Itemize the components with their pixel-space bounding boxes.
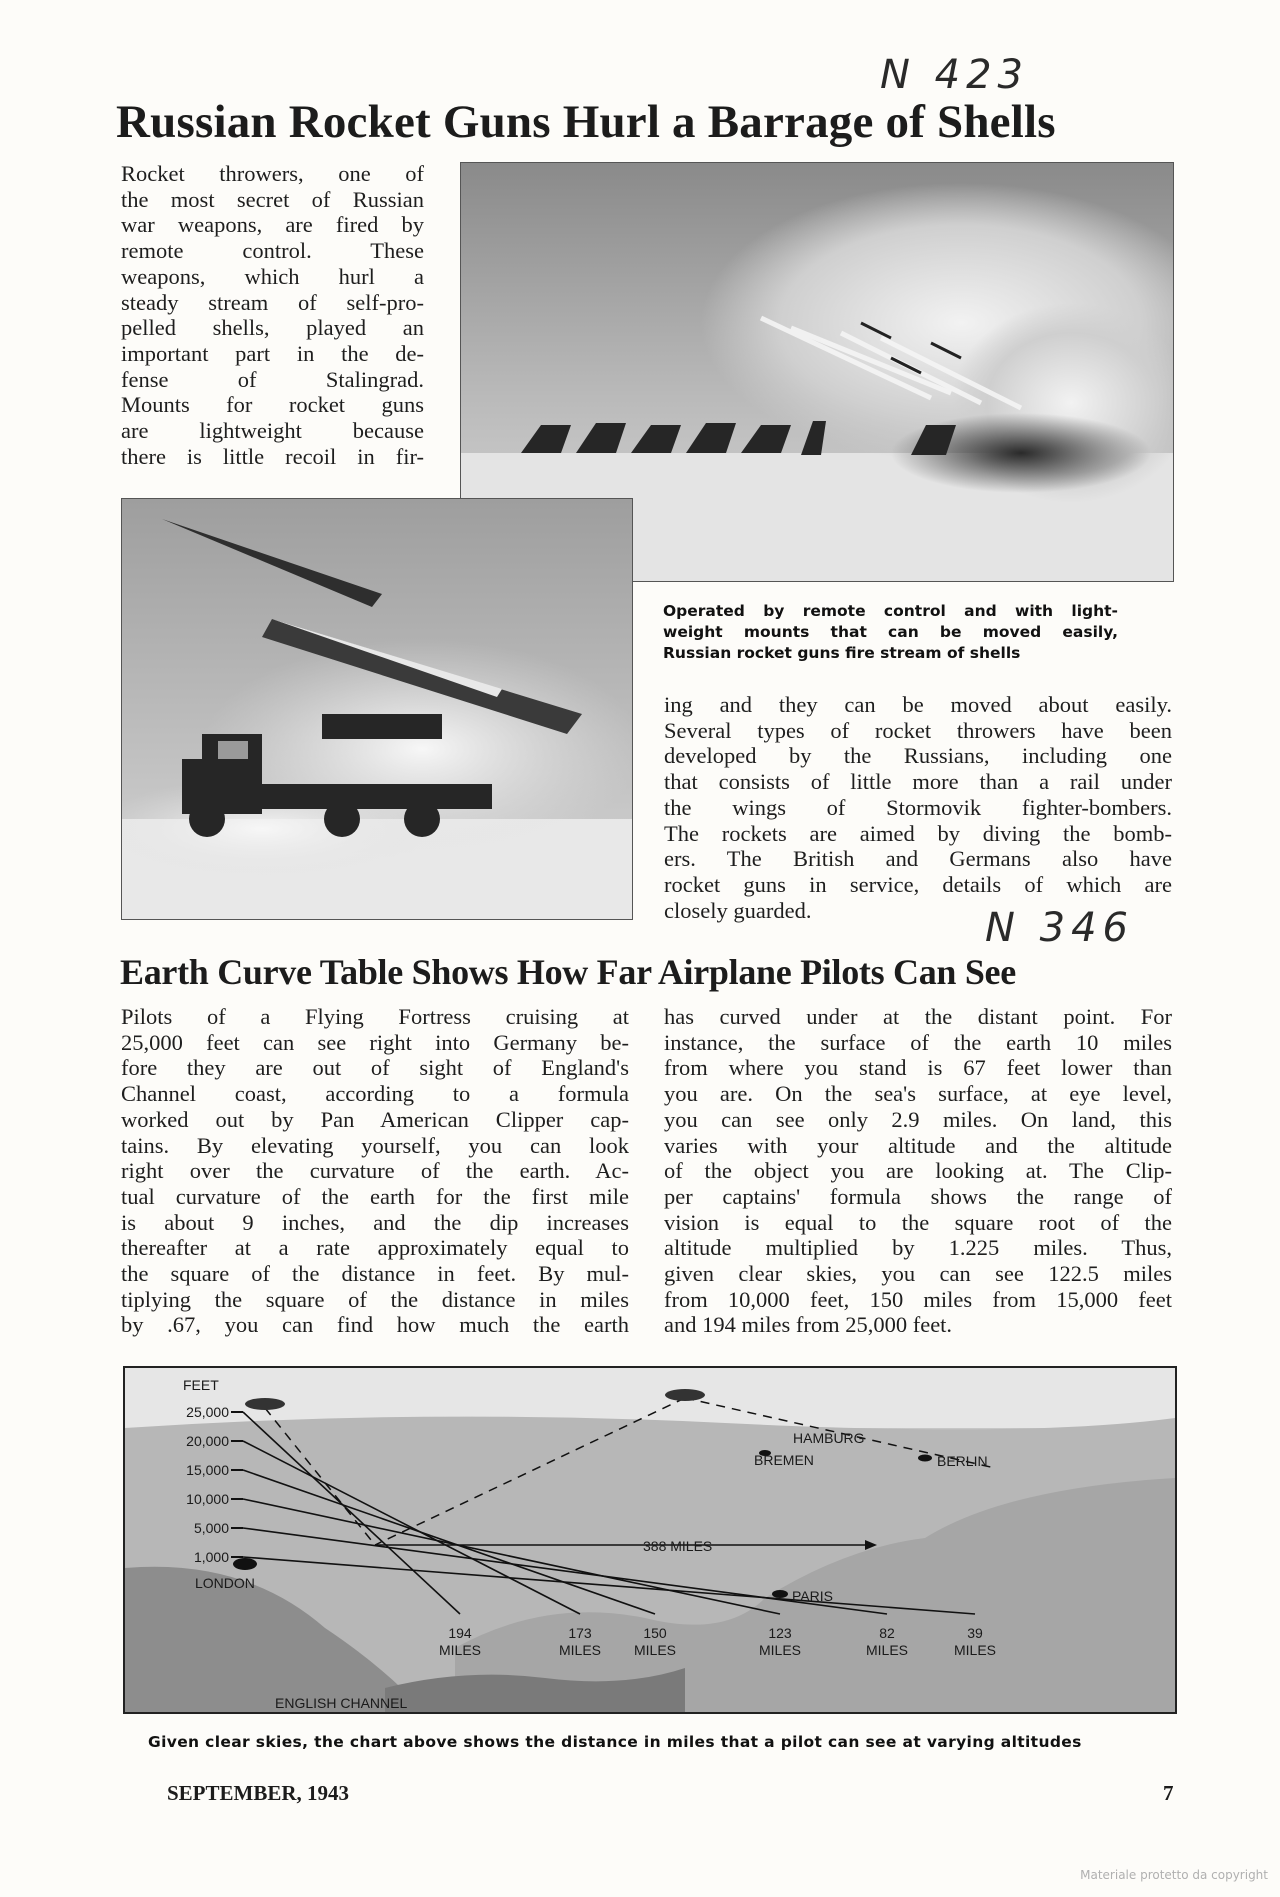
altitude-label: 20,000 [186,1433,229,1449]
altitude-label: 1,000 [193,1549,229,1565]
map-label-bremen: BREMEN [754,1452,814,1468]
text-line: vision is equal to the square root of the [664,1209,1172,1235]
distance-value: 39 [967,1625,983,1641]
article2-column-1 [121,1004,629,1338]
text-line: given clear skies, you can see 122.5 miles [664,1261,1172,1287]
text-line: important part in the de- [121,340,424,366]
distance-value: 150 [643,1625,667,1641]
rocket-truck-illustration [122,499,632,919]
london-marker [233,1558,257,1570]
text-line: 25,000 feet can see right into Germany be- [121,1029,629,1055]
handwritten-code-top: N 423 [880,52,1029,98]
text-line: tiplying the square of the distance in miles [121,1286,629,1312]
article1-intro [121,161,424,469]
distance-unit: MILES [438,1642,482,1658]
text-line: Channel coast, according to a formula [121,1081,629,1107]
map-label-london: LONDON [195,1575,255,1591]
text-line: the most secret of Russian [121,186,424,212]
text-line: ers. The British and Germans also have [664,846,1172,872]
paris-marker [772,1590,788,1598]
handwritten-code-mid: N 346 [985,905,1134,951]
page-number: 7 [1163,1781,1174,1805]
earth-curve-chart [123,1366,1177,1714]
map-label-english-channel: ENGLISH CHANNEL [275,1695,408,1711]
article2-column-2 [664,1004,1172,1338]
caption-line: Russian rocket guns fire stream of shells [663,644,1021,662]
text-line: pelled shells, played an [121,315,424,341]
text-line: the square of the distance in feet. By mul- [121,1261,629,1287]
text-line: from 10,000 feet, 150 miles from 15,000 feet [664,1286,1172,1312]
distance-value: 194 [448,1625,472,1641]
text-line: varies with your altitude and the altitude [664,1132,1172,1158]
text-line: The rockets are aimed by diving the bomb- [664,820,1172,846]
chart-axis-title: FEET [183,1377,219,1393]
text-line: right over the curvature of the earth. Ac- [121,1158,629,1184]
text-line: fense of Stalingrad. [121,366,424,392]
airplane-icon-left [245,1398,285,1410]
text-line: Mounts for rocket guns [121,392,424,418]
text-line: Several types of rocket throwers have been [664,717,1172,743]
text-line: instance, the surface of the earth 10 miles [664,1029,1172,1055]
text-line: there is little recoil in fir- [121,443,424,469]
copyright-notice: Materiale protetto da copyright [1080,1868,1268,1882]
footer-date: SEPTEMBER, 1943 [167,1781,350,1805]
text-line: by .67, you can find how much the earth [121,1312,629,1338]
altitude-label: 10,000 [186,1491,229,1507]
text-line: and 194 miles from 25,000 feet. [664,1312,953,1338]
article2-headline: Earth Curve Table Shows How Far Airplane Pilots Can See [120,952,1016,992]
text-line: you are. On the sea's surface, at eye level, [664,1081,1172,1107]
span-label: 388 MILES [643,1538,713,1554]
text-line: tains. By elevating yourself, you can look [121,1132,629,1158]
altitude-label: 15,000 [186,1462,229,1478]
text-line: you can see only 2.9 miles. On land, this [664,1106,1172,1132]
text-line: fore they are out of sight of England's [121,1055,629,1081]
altitude-label: 25,000 [186,1404,229,1420]
photo-caption [663,601,1118,664]
text-line: are lightweight because [121,418,424,444]
text-line: altitude multiplied by 1.225 miles. Thus, [664,1235,1172,1261]
distance-unit: MILES [758,1642,802,1658]
chart-caption: Given clear skies, the chart above shows the distance in miles that a pilot can see at varying altitudes [148,1733,1082,1751]
distance-value: 173 [568,1625,592,1641]
map-label-paris: PARIS [792,1588,833,1604]
text-line: is about 9 inches, and the dip increases [121,1209,629,1235]
text-line: Pilots of a Flying Fortress cruising at [121,1004,629,1029]
distance-value: 123 [768,1625,792,1641]
distance-unit: MILES [558,1642,602,1658]
text-line: ing and they can be moved about easily. [664,692,1172,717]
text-line: that consists of little more than a rail under [664,769,1172,795]
text-line: tual curvature of the earth for the first mile [121,1183,629,1209]
text-line: remote control. These [121,238,424,264]
text-line: developed by the Russians, including one [664,743,1172,769]
text-line: from where you stand is 67 feet lower than [664,1055,1172,1081]
caption-line: weight mounts that can be moved easily, [663,623,1118,641]
article1-continuation [664,692,1172,923]
text-line: weapons, which hurl a [121,263,424,289]
distance-value: 82 [879,1625,895,1641]
berlin-marker [918,1455,932,1462]
map-label-hamburg: HAMBURG [793,1430,865,1446]
caption-line: Operated by remote control and with light- [663,602,1118,620]
text-line: worked out by Pan American Clipper cap- [121,1106,629,1132]
distance-unit: MILES [633,1642,677,1658]
text-line: the wings of Stormovik fighter-bombers. [664,794,1172,820]
text-line: closely guarded. [664,897,812,923]
distance-unit: MILES [953,1642,997,1658]
rocket-truck-photo [121,498,633,920]
text-line: steady stream of self-pro- [121,289,424,315]
text-line: rocket guns in service, details of which are [664,871,1172,897]
text-line: war weapons, are fired by [121,212,424,238]
airplane-icon-right [665,1389,705,1401]
text-line: of the object you are looking at. The Clip- [664,1158,1172,1184]
earth-curve-map [125,1368,1175,1712]
text-line: has curved under at the distant point. For [664,1004,1172,1029]
distance-unit: MILES [865,1642,909,1658]
text-line: thereafter at a rate approximately equal to [121,1235,629,1261]
article1-headline: Russian Rocket Guns Hurl a Barrage of Shells [116,96,1056,148]
text-line: per captains' formula shows the range of [664,1183,1172,1209]
map-label-berlin: BERLIN [937,1453,988,1469]
altitude-label: 5,000 [193,1520,229,1536]
text-line: Rocket throwers, one of [121,161,424,186]
